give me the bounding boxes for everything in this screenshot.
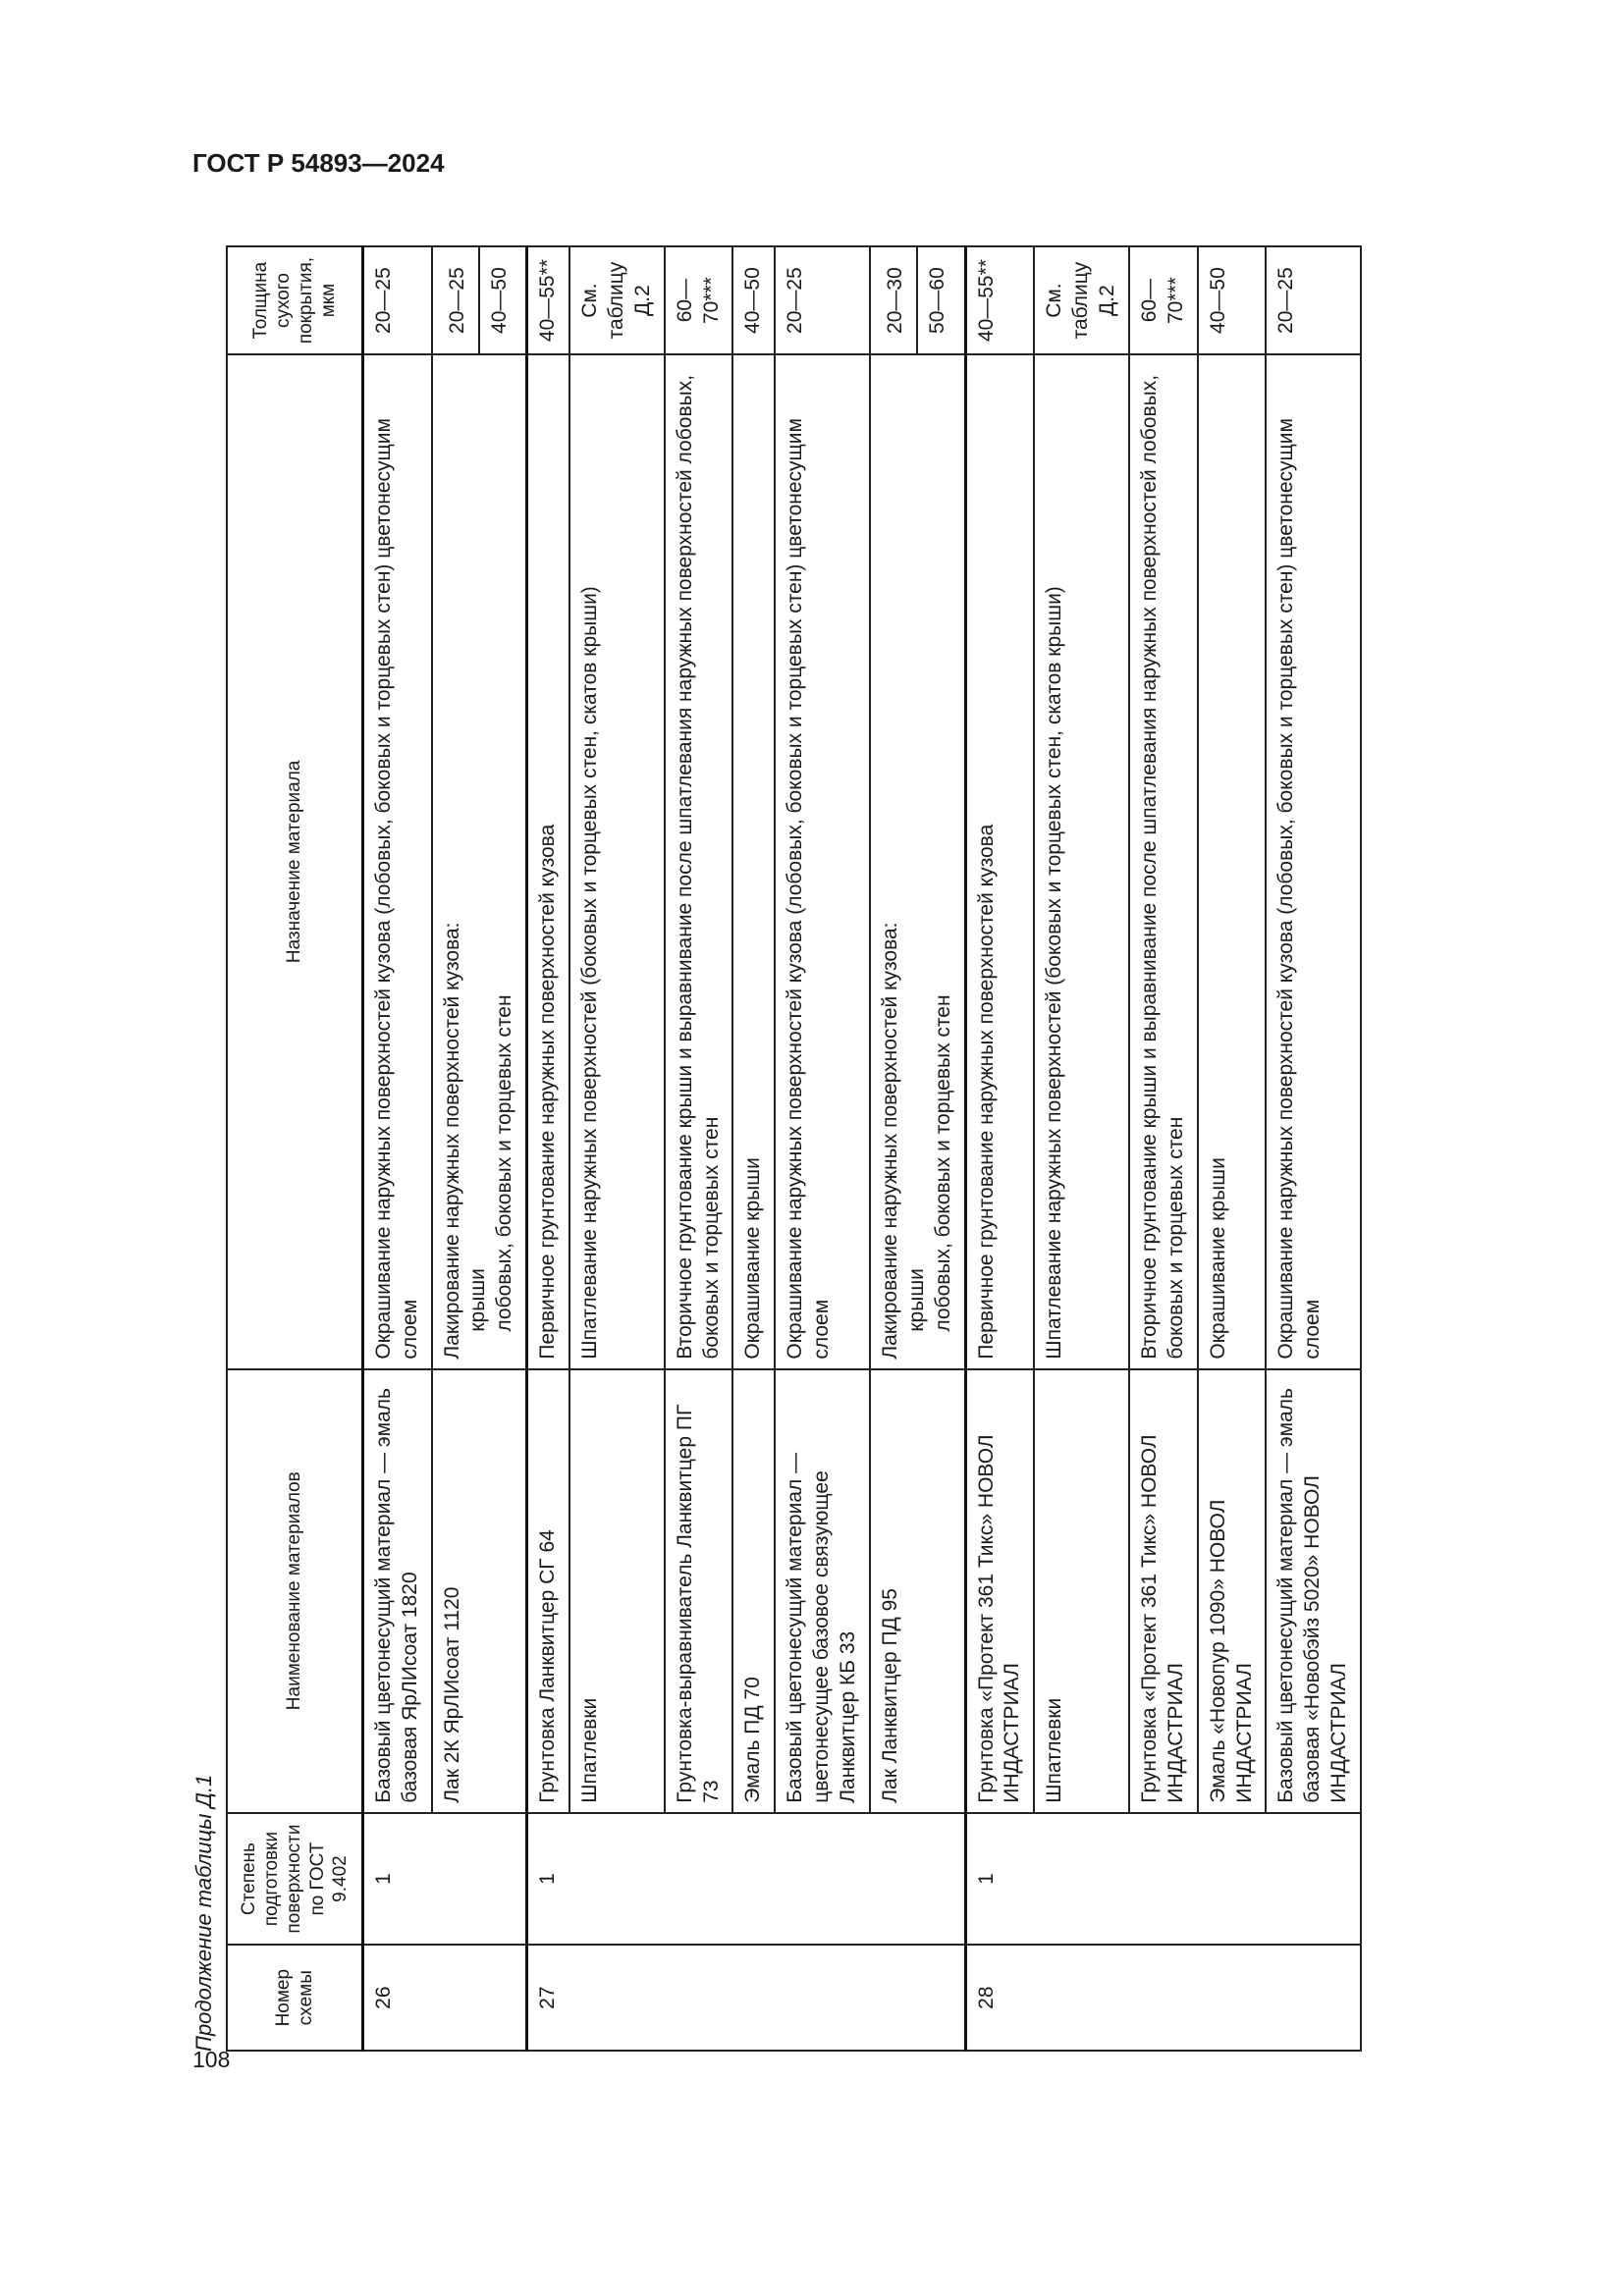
table-caption: Продолжение таблицы Д.1 [191,1774,216,2052]
purpose-cell: Вторичное грунтование крыши и выравнивание после шпатлевания наружных поверхностей лобовых, боковых и торцевых стен [665,354,733,1368]
scheme-number-cell: 26 [362,1945,526,2051]
preparation-degree-cell: 1 [527,1813,965,1946]
document-code: ГОСТ Р 54893—2024 [192,148,445,178]
purpose-cell: Шпатлевание наружных поверхностей (боковых и торцевых стен, скатов крыши) [569,354,665,1368]
table-row [965,246,1034,2051]
material-cell: Грунтовка «Протект 361 Тикс» НОВОЛ ИНДАСТРИАЛ [965,1369,1034,1813]
purpose-intro: Лакирование наружных поверхностей кузова: [440,922,463,1360]
material-cell: Лак Ланквитцер ПД 95 [870,1369,965,1813]
purpose-sub-item: лобовых, боковых и торцевых стен [493,994,516,1332]
column-header-material-purpose: Назначение материала [227,354,362,1368]
purpose-cell: Окрашивание крыши [732,354,775,1368]
material-cell: Базовый цветонесущий материал — цветонесущее базовое связующее Ланквитцер КБ 33 [775,1369,870,1813]
scheme-number-cell: 27 [527,1945,965,2051]
column-header-coating-thickness: Толщина сухого покрытия, мкм [227,246,362,354]
table-row [569,246,665,2051]
purpose-cell: Вторичное грунтование крыши и выравнивание после шпатлевания наружных поверхностей лобовых, боковых и торцевых стен [1129,354,1198,1368]
purpose-cell: Окрашивание наружных поверхностей кузова (лобовых, боковых и торцевых стен) цветонесущим слоем [1266,354,1361,1368]
thickness-cell: 20—30 [870,246,917,354]
material-cell: Эмаль «Новопур 1090» НОВОЛ ИНДАСТРИАЛ [1198,1369,1267,1813]
material-cell: Грунтовка-выравниватель Ланквитцер ПГ 73 [665,1369,733,1813]
purpose-sub-item: лобовых, боковых и торцевых стен [931,994,954,1332]
thickness-cell: 60—70*** [1129,246,1198,354]
page-number: 108 [192,2047,231,2072]
thickness-cell: 40—55** [965,246,1034,354]
purpose-intro: Лакирование наружных поверхностей кузова: [878,922,901,1360]
rotated-table-area [177,245,1453,2052]
purpose-sub-item: крыши [466,1268,490,1332]
thickness-cell: 20—25 [1266,246,1361,354]
column-header-material-name: Наименование материалов [227,1369,362,1813]
thickness-cell: 20—25 [362,246,431,354]
purpose-sub-item: крыши [904,1268,928,1332]
thickness-cell: См. таблицу Д.2 [569,246,665,354]
table-row [432,246,479,2051]
material-cell: Грунтовка «Протект 361 Тикс» НОВОЛ ИНДАСТРИАЛ [1129,1369,1198,1813]
table-row [1198,246,1267,2051]
thickness-cell: См. таблицу Д.2 [1034,246,1129,354]
table-row [527,246,569,2051]
preparation-degree-cell: 1 [362,1813,526,1946]
thickness-cell: 40—50 [1198,246,1267,354]
table-row [1129,246,1198,2051]
material-cell: Грунтовка Ланквитцер СГ 64 [527,1369,569,1813]
table-row [362,246,431,2051]
column-header-preparation-degree: Степень подготовки поверхности по ГОСТ 9.402 [227,1813,362,1946]
material-cell: Шпатлевки [1034,1369,1129,1813]
materials-table [226,245,1362,2052]
table-row [665,246,733,2051]
purpose-cell: Окрашивание крыши [1198,354,1267,1368]
thickness-cell: 40—50 [732,246,775,354]
preparation-degree-cell: 1 [965,1813,1361,1946]
thickness-cell: 60—70*** [665,246,733,354]
purpose-cell: Окрашивание наружных поверхностей кузова (лобовых, боковых и торцевых стен) цветонесущим слоем [362,354,431,1368]
thickness-cell: 20—25 [775,246,870,354]
table-header-row [227,246,362,2051]
purpose-cell [432,354,527,1368]
purpose-cell: Первичное грунтование наружных поверхностей кузова [527,354,569,1368]
table-row [732,246,775,2051]
thickness-cell: 50—60 [917,246,965,354]
material-cell: Базовый цветонесущий материал — эмаль базовая ЯрЛИсоат 1820 [362,1369,431,1813]
table-row [775,246,870,2051]
table-row [1034,246,1129,2051]
thickness-cell: 40—55** [527,246,569,354]
thickness-cell: 20—25 [432,246,479,354]
table-row [870,246,917,2051]
table-row [1266,246,1361,2051]
material-cell: Базовый цветонесущий материал — эмаль базовая «Новобэйз 5020» НОВОЛ ИНДАСТРИАЛ [1266,1369,1361,1813]
purpose-cell: Шпатлевание наружных поверхностей (боковых и торцевых стен, скатов крыши) [1034,354,1129,1368]
material-cell: Эмаль ПД 70 [732,1369,775,1813]
scheme-number-cell: 28 [965,1945,1361,2051]
purpose-cell [870,354,965,1368]
thickness-cell: 40—50 [479,246,527,354]
material-cell: Шпатлевки [569,1369,665,1813]
column-header-scheme-number: Номер схемы [227,1945,362,2051]
purpose-cell: Окрашивание наружных поверхностей кузова (лобовых, боковых и торцевых стен) цветонесущим слоем [775,354,870,1368]
material-cell: Лак 2К ЯрЛИсоат 1120 [432,1369,527,1813]
purpose-cell: Первичное грунтование наружных поверхностей кузова [965,354,1034,1368]
